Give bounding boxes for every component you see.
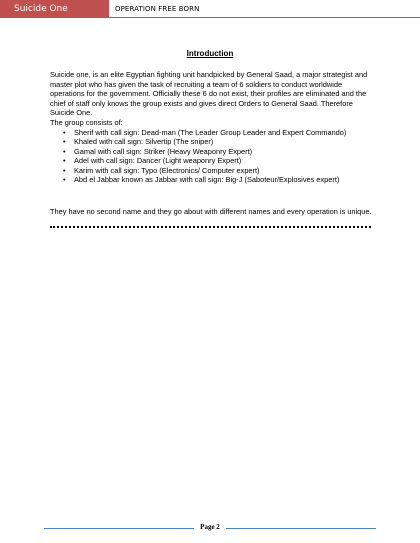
page-header [0,0,420,18]
header-tab-label: Suicide One [0,0,109,18]
dotted-divider [50,226,371,228]
member-text: Karim with call sign: Typo (Electronics/ Computer expert) [74,165,260,175]
bullet-icon: • [63,175,66,185]
member-text: Abd el Jabbar known as Jabbar with call sign: Big-J (Saboteur/Explosives expert) [74,175,340,185]
member-text: Adel with call sign: Dancer (Light weaponry Expert) [74,156,242,166]
member-text: Khaled with call sign: Silvertip (The sniper) [74,137,214,147]
list-item [50,175,380,185]
header-title: OPERATION FREE BORN [115,5,200,13]
bullet-icon: • [63,146,66,156]
list-item [50,137,380,147]
section-heading: Introduction [186,49,234,58]
group-intro-text: The group consists of: [50,118,123,127]
bullet-icon: • [63,137,66,147]
page-number: Page 2 [200,523,220,531]
member-text: Gamal with call sign: Striker (Heavy Weaponry Expert) [74,146,253,156]
header-divider [109,17,420,18]
list-item [50,128,380,138]
bullet-icon: • [63,156,66,166]
bullet-icon: • [63,127,66,137]
list-item [50,156,380,166]
list-item [50,166,380,176]
member-list [50,128,380,186]
closing-paragraph: They have no second name and they go about with different names and every operation is unique. [50,207,372,216]
footer-rule-right [226,528,376,529]
member-text: Sherif with call sign: Dead-man (The Leader Group Leader and Expert Commando) [74,127,347,137]
bullet-icon: • [63,165,66,175]
intro-paragraph: Suicide one, is an elite Egyptian fighting unit handpicked by General Saad, a major strategist and master plot who has given the task of recruiting a team of 6 soldiers to conduct worldwide operations for the government. Officially these 6 do not exist, their profiles are eliminated and the chief of staff only knows the group exists and gives direct Orders to General Saad. Therefore Suicide One. [50,70,368,118]
list-item [50,147,380,157]
